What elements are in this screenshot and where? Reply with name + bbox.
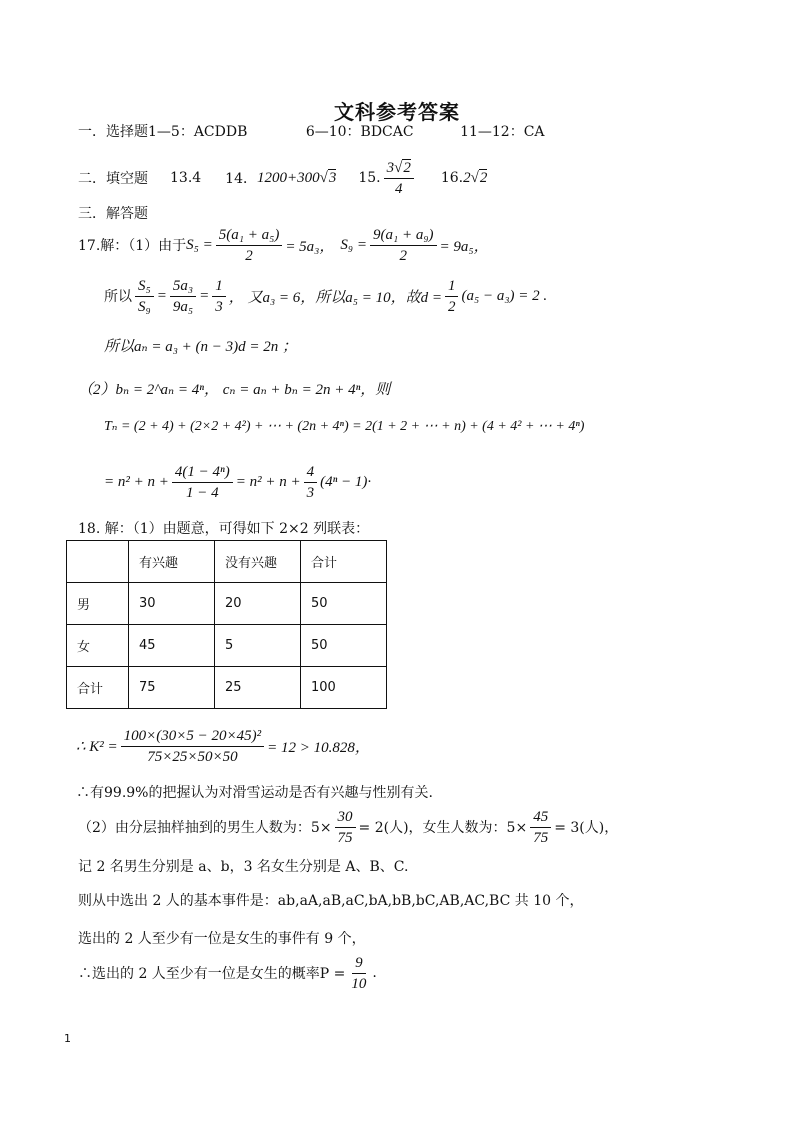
q17-line-3: 所以aₙ = a₃ + (n − 3)d = 2n ； [104,339,298,355]
multiple-choice-answers [78,121,545,141]
q17-part2-line-1: （2）bₙ = 2^aₙ = 4ⁿ， cₙ = aₙ + bₙ = 2n + 4ⁿ，则 [78,382,391,398]
table-cell: 45 [129,625,215,667]
k-squared-formula: ∴ K² = $\frac{\text{100×(30×5 − 20×45)²}}{75\times 25\times 50\times 50}$ = 12 > 10.828， [76,727,370,765]
q18-basic-events: 则从中选出 2 人的基本事件是：ab,aA,aB,aC,bA,bB,bC,AB,AC,BC 共 10 个， [78,893,584,909]
q17-line-1: 17.解：（1）由于 S₅ = $\frac{\text{5(a₁ + a₅)}}{2}$ = 5a₃， S₉ = $\frac{\text{9(a₁ + a₉)}}{2}$ = 9a₅， [78,226,489,264]
table-cell: 25 [215,667,301,709]
q18-probability: ∴选出的 2 人至少有一位是女生的概率P = $\frac{9}{10}$ . [78,954,377,992]
answer-15-fraction: $\frac{3√2}{4}$ [384,159,414,198]
section1-group1: 1—5：ACDDB [148,124,248,140]
table-cell [67,541,129,583]
answer-13: 13.4 [170,170,202,186]
contingency-table [66,540,387,709]
section1-label: 一．选择题 [78,124,148,140]
section1-group2: 6—10：BDCAC [305,124,414,140]
page-number: 1 [64,1032,71,1045]
section1-group3: 11—12：CA [460,124,545,140]
q17-line-2: 所以 $\frac{\text{S₅}}{\text{S₉}}$ = $\frac{\text{5a₃}}{\text{9a₅}}$ = $\frac{1}{3}$ ， 又a₃ = 6，所以a₅ = 10，故d = $\frac{1}{2}$ (a₅ − a₃) = 2 . [104,277,548,315]
table-cell: 100 [301,667,387,709]
q18-intro: 18. 解：（1）由题意，可得如下 2×2 列联表： [78,521,370,537]
table-cell: 5 [215,625,301,667]
q18-event-count: 选出的 2 人至少有一位是女生的事件有 9 个， [78,931,366,947]
answer-16-value: 2√2 [463,169,488,186]
table-cell: 50 [301,583,387,625]
table-row [67,625,387,667]
answer-15-label: 15. [358,170,381,186]
table-row [67,667,387,709]
table-cell: 20 [215,583,301,625]
q17-part2-line-2: Tₙ = (2 + 4) + (2×2 + 4²) + ⋯ + (2n + 4ⁿ) = 2(1 + 2 + ⋯ + n) + (4 + 4² + ⋯ + 4ⁿ) [104,419,585,434]
table-cell: 有兴趣 [129,541,215,583]
q17-part2-line-3: = n² + n + $\frac{\text{4(1 − 4ⁿ)}}{1 - 4}$ = n² + n + $\frac{4}{3}$ (4ⁿ − 1)· [104,463,372,501]
table-cell: 75 [129,667,215,709]
section3-label: 三．解答题 [78,206,148,222]
page-title: 文科参考答案 [334,100,460,124]
fill-in-answers [78,156,487,200]
answer-14-label: 14． [225,171,257,187]
answer-16-label: 16. [440,170,464,186]
table-cell: 30 [129,583,215,625]
q18-conclusion: ∴有99.9%的把握认为对滑雪运动是否有兴趣与性别有关. [76,785,433,801]
table-row [67,583,387,625]
q18-part2-sampling: （2）由分层抽样抽到的男生人数为：5× $\frac{30}{75}$ = 2(人)，女生人数为：5× $\frac{45}{75}$ = 3(人)， [78,808,619,846]
table-header-row [67,541,387,583]
q18-labels: 记 2 名男生分别是 a、b，3 名女生分别是 A、B、C. [78,859,409,875]
table-cell: 50 [301,625,387,667]
answer-14-value: 1200+300√3 [257,169,337,186]
table-cell: 合计 [301,541,387,583]
table-cell: 合计 [67,667,129,709]
table-cell: 没有兴趣 [215,541,301,583]
table-cell: 男 [67,583,129,625]
table-cell: 女 [67,625,129,667]
section2-label: 二．填空题 [78,171,148,187]
